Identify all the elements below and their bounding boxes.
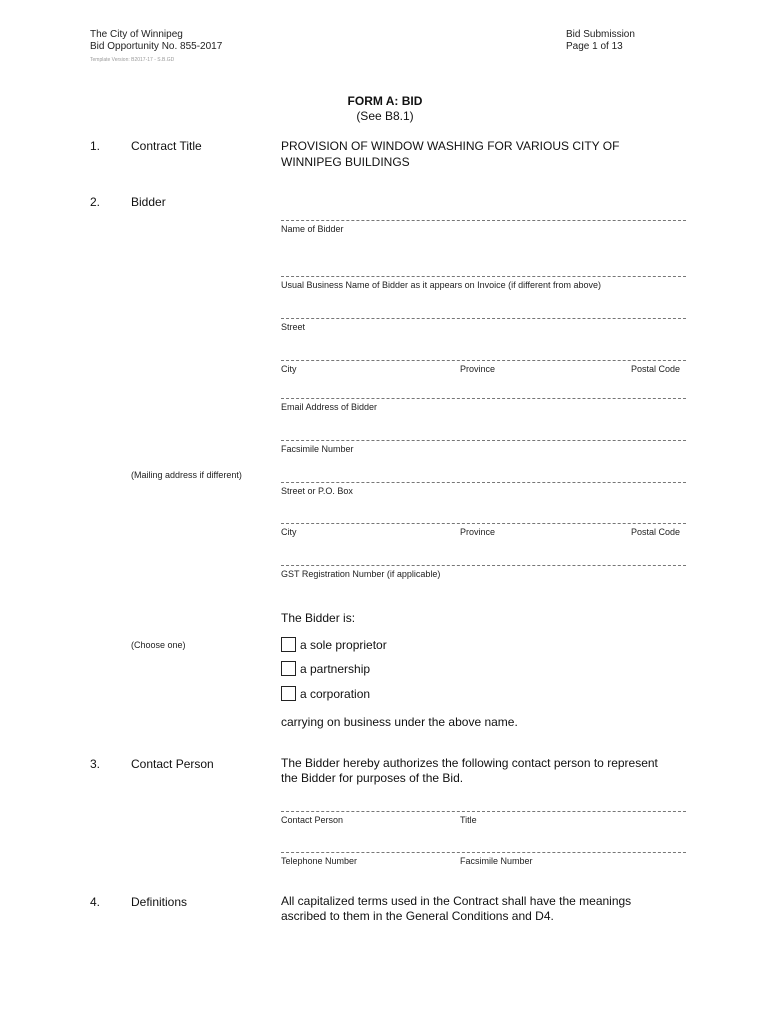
- postal-code-caption: Postal Code: [631, 364, 681, 374]
- gst-field[interactable]: [281, 565, 686, 566]
- city-province-postal-field[interactable]: [281, 360, 686, 361]
- bidder-is-label: The Bidder is:: [281, 611, 356, 625]
- email-field[interactable]: [281, 398, 686, 399]
- header-page-number: Page 1 of 13: [566, 41, 623, 52]
- form-title: FORM A: BID: [347, 94, 423, 108]
- po-box-caption: Street or P.O. Box: [281, 486, 353, 496]
- street-caption: Street: [281, 322, 306, 332]
- form-subtitle: (See B8.1): [356, 109, 414, 123]
- po-box-field[interactable]: [281, 482, 686, 483]
- mailing-province-caption: Province: [460, 527, 496, 537]
- contact-authorization-line1: The Bidder hereby authorizes the following contact person to represent: [281, 756, 658, 770]
- header-bid-submission: Bid Submission: [566, 29, 635, 40]
- business-name-field[interactable]: [281, 276, 686, 277]
- contact-authorization-line2: the Bidder for purposes of the Bid.: [281, 771, 464, 785]
- contact-person-caption: Contact Person: [281, 815, 344, 825]
- header-bid-opportunity: Bid Opportunity No. 855-2017: [90, 41, 223, 52]
- fax-field[interactable]: [281, 440, 686, 441]
- section-1-number: 1.: [90, 139, 101, 153]
- province-caption: Province: [460, 364, 496, 374]
- fax-caption: Facsimile Number: [281, 444, 354, 454]
- corporation-label: a corporation: [300, 687, 371, 701]
- section-4-label: Definitions: [131, 895, 188, 909]
- mailing-city-province-postal-field[interactable]: [281, 523, 686, 524]
- city-caption: City: [281, 364, 297, 374]
- sole-proprietor-checkbox[interactable]: [281, 637, 296, 652]
- section-3-number: 3.: [90, 757, 101, 771]
- sole-proprietor-label: a sole proprietor: [300, 638, 387, 652]
- contact-person-title-field[interactable]: [281, 811, 686, 812]
- contract-title-line1: PROVISION OF WINDOW WASHING FOR VARIOUS CITY OF: [281, 139, 620, 153]
- mailing-city-caption: City: [281, 527, 297, 537]
- carrying-on-business-text: carrying on business under the above name.: [281, 715, 518, 729]
- contact-fax-caption: Facsimile Number: [460, 856, 533, 866]
- section-2-label: Bidder: [131, 195, 166, 209]
- mailing-address-note: (Mailing address if different): [131, 470, 242, 480]
- business-name-caption: Usual Business Name of Bidder as it appears on Invoice (if different from above): [281, 280, 601, 290]
- mailing-postal-code-caption: Postal Code: [631, 527, 681, 537]
- gst-caption: GST Registration Number (if applicable): [281, 569, 441, 579]
- bidder-name-field[interactable]: [281, 220, 686, 221]
- header-city: The City of Winnipeg: [90, 29, 183, 40]
- email-caption: Email Address of Bidder: [281, 402, 378, 412]
- street-field[interactable]: [281, 318, 686, 319]
- partnership-label: a partnership: [300, 662, 371, 676]
- section-4-number: 4.: [90, 895, 101, 909]
- telephone-caption: Telephone Number: [281, 856, 358, 866]
- partnership-checkbox[interactable]: [281, 661, 296, 676]
- bidder-name-caption: Name of Bidder: [281, 224, 344, 234]
- title-caption: Title: [460, 815, 477, 825]
- contract-title-line2: WINNIPEG BUILDINGS: [281, 155, 410, 169]
- definitions-line1: All capitalized terms used in the Contract shall have the meanings: [281, 894, 632, 908]
- header-template-version: Template Version: B2017-17 - S.B.GD: [90, 57, 175, 63]
- choose-one-note: (Choose one): [131, 640, 186, 650]
- section-2-number: 2.: [90, 195, 101, 209]
- corporation-checkbox[interactable]: [281, 686, 296, 701]
- section-1-label: Contract Title: [131, 139, 202, 153]
- definitions-text: [281, 894, 686, 924]
- definitions-line2: ascribed to them in the General Conditions and D4.: [281, 909, 554, 923]
- phone-fax-field[interactable]: [281, 852, 686, 853]
- section-3-label: Contact Person: [131, 757, 214, 771]
- contact-authorization-text: [281, 756, 686, 786]
